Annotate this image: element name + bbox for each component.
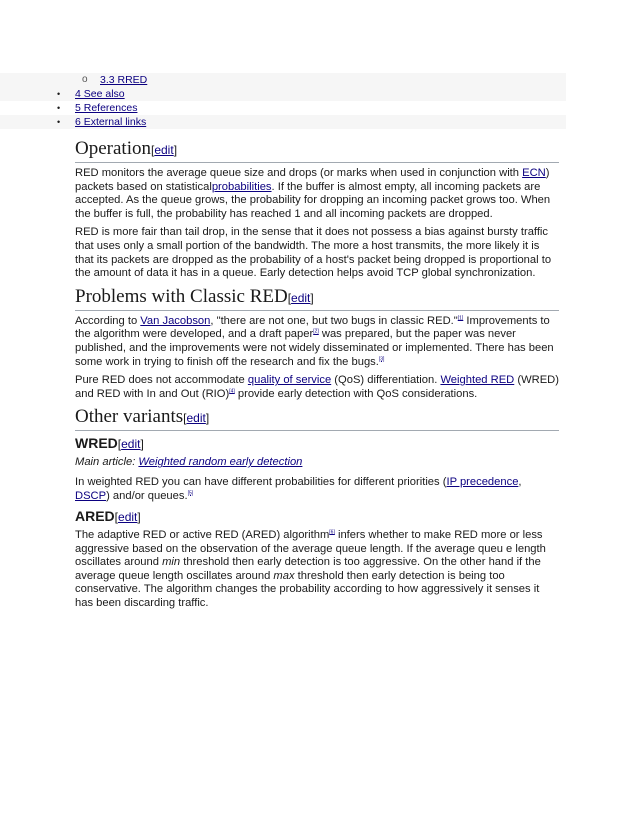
paragraph (75, 374, 559, 401)
heading-text: Problems with Classic RED (75, 285, 288, 307)
heading-text: WRED (75, 435, 118, 452)
subsection-heading-wred (75, 435, 559, 453)
reference-1[interactable]: [1] (457, 315, 464, 322)
reference-3[interactable]: [3] (378, 355, 385, 362)
edit-link[interactable]: edit (154, 143, 174, 157)
text: (WRED) and RED with In and Out (RIO) (75, 374, 559, 400)
text: , "there are not one, but two bugs in classic RED." (210, 314, 458, 327)
hatnote (75, 456, 559, 470)
toc-link-external-links[interactable]: 6 External links (75, 116, 147, 128)
link-main-article[interactable]: Weighted random early detection (138, 456, 303, 469)
text: ) and/or queues. (106, 489, 188, 502)
text: Main article: (75, 456, 139, 469)
link-probabilities[interactable]: probabilities (211, 180, 272, 193)
text: Pure RED does not accommodate (75, 374, 248, 387)
edit-link[interactable]: edit (291, 290, 311, 305)
link-dscp[interactable]: DSCP (75, 489, 107, 502)
paragraph (75, 167, 559, 221)
article-content (75, 138, 559, 616)
link-ecn[interactable]: ECN (522, 167, 546, 179)
text: . If the buffer is almost empty, all incoming packets are accepted. As the queue grows, the probability for dropping an incoming packet grows too. When the buffer is full, the probability has reached 1 and all incoming packets are dropped. (75, 180, 551, 220)
text: Improvements to the algorithm were developed, and a draft paper (75, 314, 550, 341)
section-heading-operation (75, 138, 559, 163)
toc-item (0, 115, 566, 129)
edit-section: [edit] (183, 411, 210, 426)
text: threshold then early detection is being too conservative. The algorithm changes the probability according to how aggressively it senses it has been discarding traffic. (75, 569, 540, 610)
text: infers whether to make RED more or less aggressive based on the observation of the average queue length. If the average queu e length oscillates around (75, 529, 546, 569)
heading-text: Other variants (75, 406, 184, 428)
toc-item (0, 87, 566, 101)
paragraph (75, 529, 559, 611)
text: provide early detection with QoS considerations. (234, 387, 478, 400)
reference-6[interactable]: [6] (329, 529, 335, 536)
edit-section: [edit] (117, 437, 144, 452)
table-of-contents (0, 73, 566, 129)
bullet-icon: • (57, 103, 61, 113)
text: threshold then early detection is too aggressive. On the other hand if the average queue length oscillates around (75, 556, 541, 582)
text: ) packets based on statistical (75, 167, 550, 193)
link-quality-of-service[interactable]: quality of service (247, 374, 332, 387)
edit-section: [edit] (150, 143, 178, 157)
subsection-heading-ared (75, 508, 559, 526)
toc-link-references[interactable]: 5 References (75, 102, 138, 114)
toc-item (0, 101, 566, 115)
circle-bullet-icon: o (82, 74, 88, 85)
emphasis: min (162, 556, 181, 569)
link-van-jacobson[interactable]: Van Jacobson (140, 314, 211, 327)
section-heading-problems (75, 286, 559, 311)
link-ip-precedence[interactable]: IP precedence (446, 475, 519, 488)
bullet-icon: • (57, 89, 61, 99)
reference-2[interactable]: [2] (313, 328, 319, 335)
text: was prepared, but the paper was never published, and the improvements were not widely disseminated or implemented. There has been some work in trying to finish off the research and fix the bugs. (75, 328, 554, 368)
text: , (518, 475, 522, 488)
reference-4[interactable]: [4] (229, 387, 235, 394)
toc-sub-item (0, 73, 566, 87)
text: According to (75, 314, 141, 327)
toc-link-rred[interactable]: 3.3 RRED (100, 74, 148, 86)
heading-text: Operation (75, 138, 151, 159)
edit-section: [edit] (287, 290, 314, 305)
text: The adaptive RED or active RED (ARED) algorithm (75, 529, 330, 542)
edit-link[interactable]: edit (118, 510, 138, 525)
paragraph (75, 476, 559, 503)
heading-text: ARED (75, 508, 115, 525)
bullet-icon: • (57, 117, 61, 127)
text: RED monitors the average queue size and drops (or marks when used in conjunction with (75, 167, 523, 179)
emphasis: max (273, 569, 295, 582)
edit-link[interactable]: edit (186, 411, 206, 426)
paragraph: RED is more fair than tail drop, in the sense that it does not possess a bias against bursty traffic that uses only a small portion of the bandwidth. The more a host transmits, the more likely it is that its packets are dropped as the probability of a host's packet being dropped is proportional to the amount of data it has in a queue. Early detection helps avoid TCP global synchronization. (75, 226, 552, 280)
text: In weighted RED you can have different probabilities for different priorities ( (75, 475, 447, 488)
paragraph (75, 315, 559, 369)
edit-section: [edit] (114, 510, 141, 525)
edit-link[interactable]: edit (121, 437, 141, 452)
section-heading-other-variants (75, 406, 559, 431)
reference-5[interactable]: [5] (187, 489, 194, 496)
link-weighted-red[interactable]: Weighted RED (440, 374, 515, 387)
toc-link-see-also[interactable]: 4 See also (75, 88, 125, 100)
text: (QoS) differentiation. (331, 374, 441, 387)
